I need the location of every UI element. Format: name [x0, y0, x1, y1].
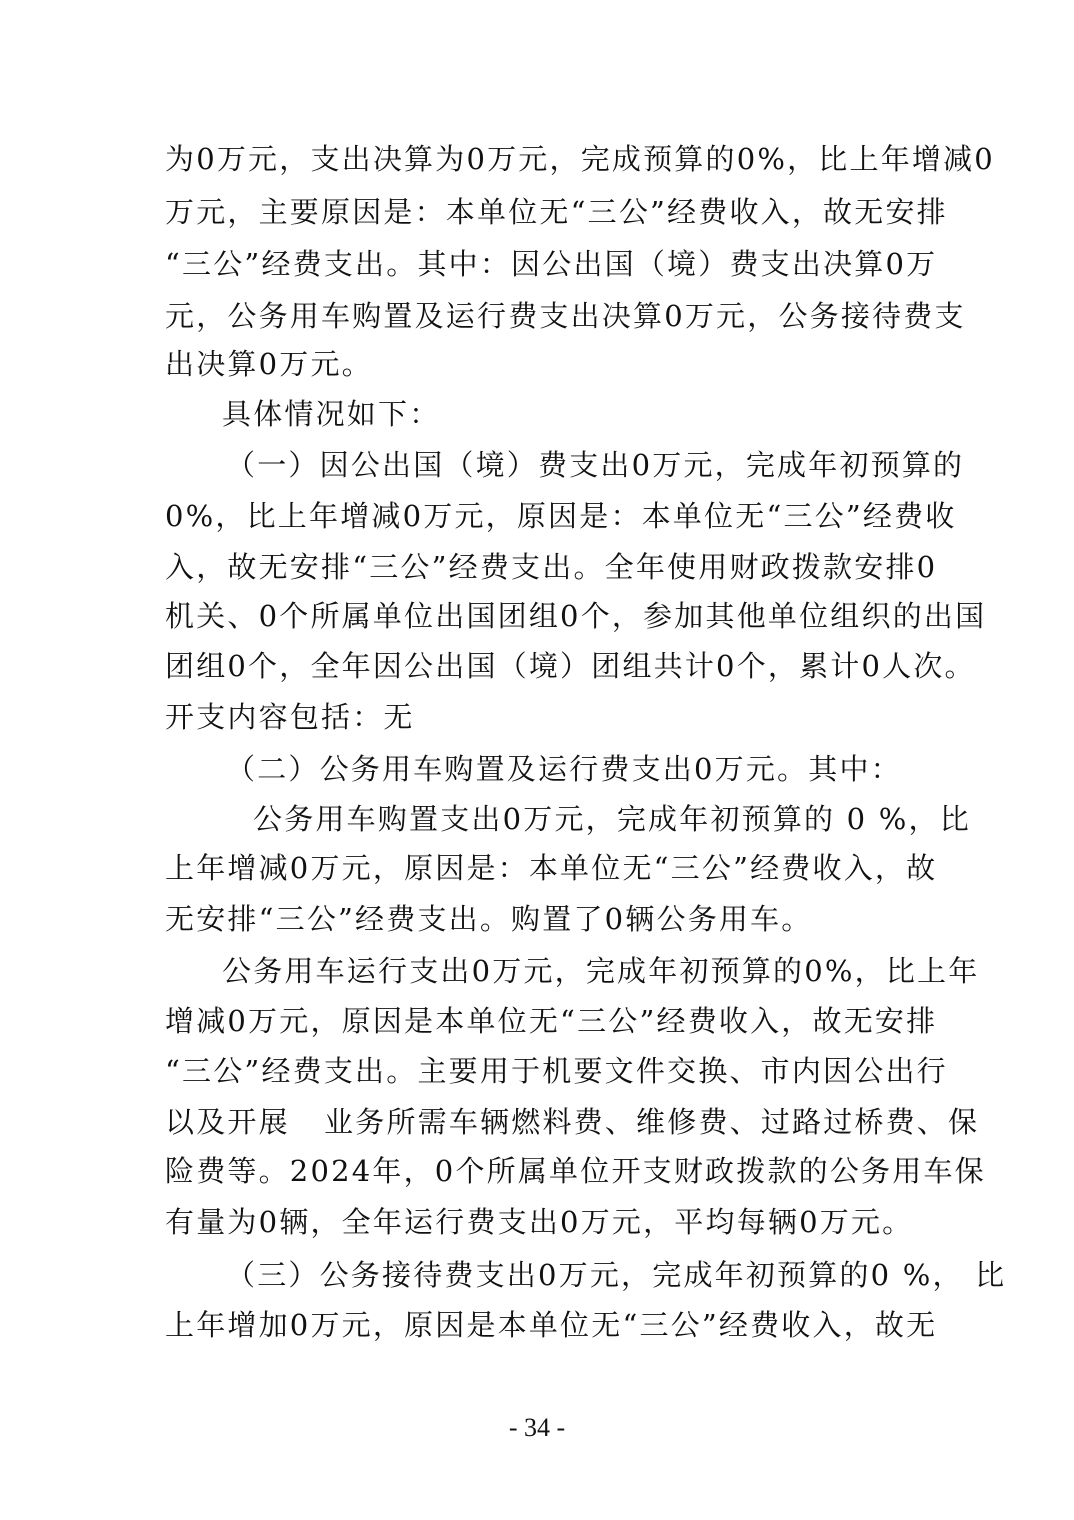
page-number: - 34 -: [508, 1413, 566, 1442]
body-line: 元，公务用车购置及运行费支出决算0万元，公务接待费支: [165, 299, 966, 333]
body-line: 上年增减0万元，原因是：本单位无“三公”经费收入，故: [165, 851, 938, 885]
body-line: （一）因公出国（境）费支出0万元，完成年初预算的: [226, 448, 965, 482]
body-line: 以及开展 业务所需车辆燃料费、维修费、过路过桥费、保: [165, 1105, 980, 1139]
body-line: 上年增加0万元，原因是本单位无“三公”经费收入，故无: [165, 1308, 938, 1342]
body-line: 团组0个，全年因公出国（境）团组共计0个，累计0人次。: [165, 649, 976, 683]
body-line: 入，故无安排“三公”经费支出。全年使用财政拨款安排0: [165, 550, 938, 584]
body-line: 无安排“三公”经费支出。购置了0辆公务用车。: [165, 902, 813, 936]
body-line: （二）公务用车购置及运行费支出0万元。其中：: [226, 752, 902, 786]
body-line: 增减0万元，原因是本单位无“三公”经费收入，故无安排: [165, 1004, 938, 1038]
body-line: “三公”经费支出。主要用于机要文件交换、市内因公出行: [165, 1054, 948, 1088]
body-line: “三公”经费支出。其中：因公出国（境）费支出决算0万: [165, 247, 938, 281]
body-line: （三）公务接待费支出0万元，完成年初预算的0 %， 比: [226, 1258, 1007, 1292]
body-line: 险费等。2024年，0个所属单位开支财政拨款的公务用车保: [165, 1154, 986, 1188]
body-line: 机关、0个所属单位出国团组0个，参加其他单位组织的出国: [165, 599, 987, 633]
body-line: 为0万元，支出决算为0万元，完成预算的0%，比上年增减0: [165, 142, 995, 176]
body-line: 具体情况如下：: [222, 397, 441, 431]
body-line: 开支内容包括：无: [165, 700, 415, 734]
body-line: 公务用车运行支出0万元，完成年初预算的0%，比上年: [222, 954, 980, 988]
body-line: 公务用车购置支出0万元，完成年初预算的 0 %，比: [253, 802, 971, 836]
body-line: 0%，比上年增减0万元，原因是：本单位无“三公”经费收: [165, 499, 957, 533]
body-line: 出决算0万元。: [165, 347, 373, 381]
body-line: 万元，主要原因是：本单位无“三公”经费收入，故无安排: [165, 195, 948, 229]
body-line: 有量为0辆，全年运行费支出0万元，平均每辆0万元。: [165, 1205, 914, 1239]
